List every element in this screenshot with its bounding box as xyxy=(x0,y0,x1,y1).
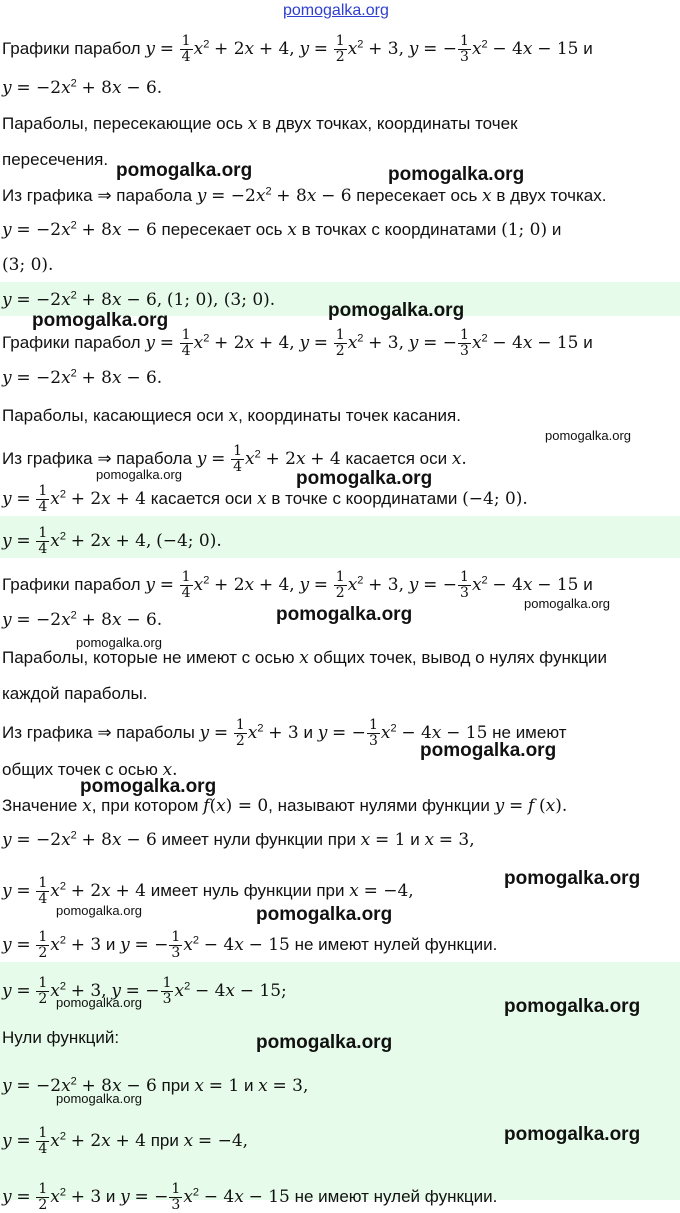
s3-fact-1b: общих точек с осью x. xyxy=(2,760,178,780)
s1-fact-2: $y = -2x^2 + 8x - 6$ пересекает ось x в точках с координатами (1; 0) и xyxy=(2,219,562,240)
s1-graphs-line-2: $y = -2x^2 + 8x - 6$. xyxy=(2,77,163,98)
watermark: pomogalka.org xyxy=(32,310,169,331)
s3-question-b: каждой параболы. xyxy=(2,684,148,703)
s3-fact-1: Из графика ⇒ параболы y = $\frac{1}{2}$ $x^2 + 3$ и y = − $\frac{1}{3}$ $x^2 - 4x - 15$ не имеют xyxy=(2,717,567,749)
s1-graphs-line: Графики парабол y = $\frac{1}{4}$ $x^2 + 2x + 4$, y = $\frac{1}{2}$ $x^2 + 3$, y = − $\frac{1}{3}$ $x^2 - 4x - 15$ и xyxy=(2,33,593,65)
zeros-answer-2: y = $\frac{1}{4}$ $x^2 + 2x + 4$ при x = −4, xyxy=(2,1125,249,1157)
s1-fact-3: (3; 0). xyxy=(2,255,54,275)
watermark: pomogalka.org xyxy=(96,467,182,482)
s1-question-a: Параболы, пересекающие ось x в двух точках, координаты точек xyxy=(2,114,518,134)
watermark: pomogalka.org xyxy=(504,996,641,1017)
watermark: pomogalka.org xyxy=(256,1032,393,1053)
zeros-answer-1: $y = -2x^2 + 8x - 6$ при x = 1 и x = 3, xyxy=(2,1075,309,1096)
s3-zeros-1: $y = -2x^2 + 8x - 6$ имеет нули функции при x = 1 и x = 3, xyxy=(2,829,475,850)
s3-graphs-line-2: $y = -2x^2 + 8x - 6$. xyxy=(2,609,163,630)
watermark: pomogalka.org xyxy=(504,868,641,889)
watermark: pomogalka.org xyxy=(545,428,631,443)
s3-graphs-line: Графики парабол y = $\frac{1}{4}$ $x^2 + 2x + 4$, y = $\frac{1}{2}$ $x^2 + 3$, y = − $\frac{1}{3}$ $x^2 - 4x - 15$ и xyxy=(2,569,593,601)
s1-graphs-label: Графики парабол xyxy=(2,38,141,58)
s2-fact-2: y = $\frac{1}{4}$ $x^2 + 2x + 4$ касается оси x в точке с координатами (−4; 0). xyxy=(2,483,528,515)
watermark: pomogalka.org xyxy=(388,164,525,185)
watermark: pomogalka.org xyxy=(80,776,217,797)
and-word: и xyxy=(583,38,593,58)
s1-fact-1: Из графика ⇒ парабола $y = -2x^2 + 8x - 6$ пересекает ось x в двух точках. xyxy=(2,185,607,206)
watermark: pomogalka.org xyxy=(524,596,610,611)
s3-zeros-3: y = $\frac{1}{2}$ $x^2 + 3$ и y = − $\frac{1}{3}$ $x^2 - 4x - 15$ не имеют нулей функции. xyxy=(2,929,498,961)
watermark: pomogalka.org xyxy=(420,740,557,761)
watermark: pomogalka.org xyxy=(296,468,433,489)
watermark: pomogalka.org xyxy=(56,903,142,918)
s2-answer: y = $\frac{1}{4}$ $x^2 + 2x + 4$, (−4; 0). xyxy=(2,525,222,557)
watermark: pomogalka.org xyxy=(328,300,465,321)
watermark: pomogalka.org xyxy=(56,1091,142,1106)
s2-graphs-line: Графики парабол y = $\frac{1}{4}$ $x^2 + 2x + 4$, y = $\frac{1}{2}$ $x^2 + 3$, y = − $\frac{1}{3}$ $x^2 - 4x - 15$ и xyxy=(2,327,593,359)
s2-fact-1: Из графика ⇒ парабола y = $\frac{1}{4}$ $x^2 + 2x + 4$ касается оси x. xyxy=(2,443,467,475)
s3-zeros-2: y = $\frac{1}{4}$ $x^2 + 2x + 4$ имеет нуль функции при x = −4, xyxy=(2,875,414,907)
s1-question-b: пересечения. xyxy=(2,150,109,169)
s2-graphs-line-2: $y = -2x^2 + 8x - 6$. xyxy=(2,367,163,388)
watermark: pomogalka.org xyxy=(276,604,413,625)
s3-answer-1: y = $\frac{1}{2}$ $x^2 + 3$, y = − $\frac{1}{3}$ $x^2 - 4x - 15$; xyxy=(2,975,287,1007)
s3-question-a: Параболы, которые не имеют с осью x общих точек, вывод о нулях функции xyxy=(2,648,608,668)
s1-answer: $y = -2x^2 + 8x - 6$, (1; 0), (3; 0). xyxy=(2,289,276,310)
watermark: pomogalka.org xyxy=(76,635,162,650)
watermark: pomogalka.org xyxy=(116,160,253,181)
watermark: pomogalka.org xyxy=(56,995,142,1010)
watermark: pomogalka.org xyxy=(256,904,393,925)
watermark: pomogalka.org xyxy=(504,1124,641,1145)
s2-question: Параболы, касающиеся оси x, координаты точек касания. xyxy=(2,406,461,426)
zeros-answer-3: y = $\frac{1}{2}$ $x^2 + 3$ и y = − $\frac{1}{3}$ $x^2 - 4x - 15$ не имеют нулей функции. xyxy=(2,1181,498,1213)
zeros-title: Нули функций: xyxy=(2,1028,120,1047)
s3-definition: Значение x, при котором f(x) = 0, называют нулями функции y = f (x). xyxy=(2,796,568,816)
watermark-top[interactable]: pomogalka.org xyxy=(283,2,389,19)
